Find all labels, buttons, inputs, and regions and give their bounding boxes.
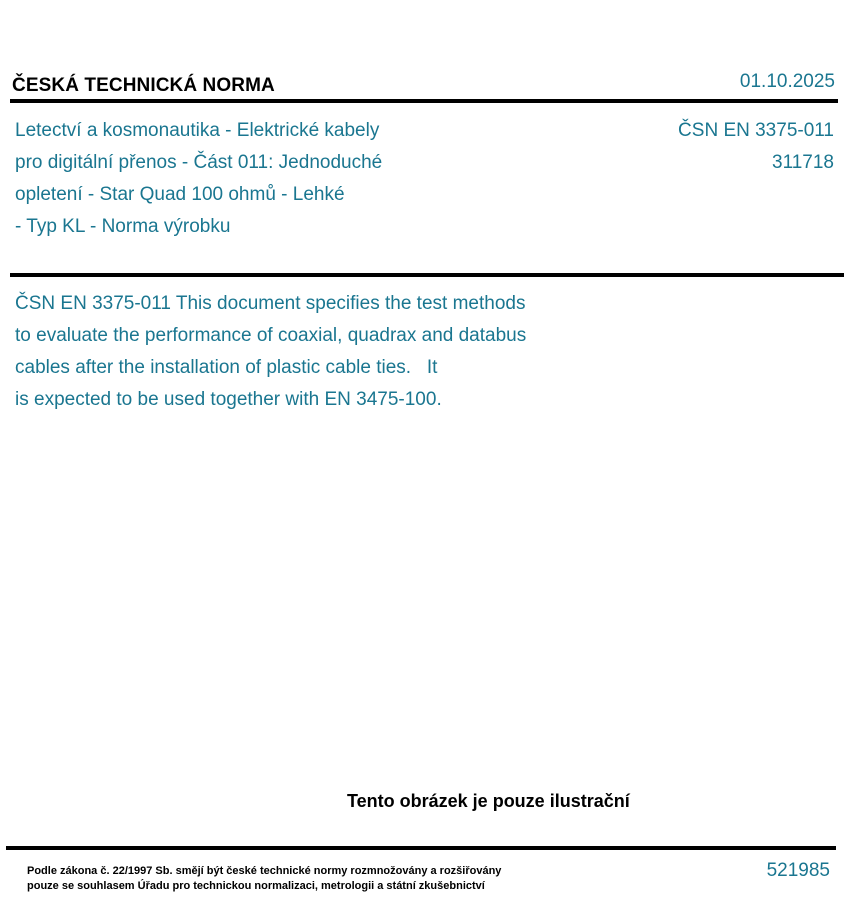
header-date: 01.10.2025 — [739, 71, 835, 92]
standard-title — [15, 115, 382, 243]
standard-title-line: Letectví a kosmonautika - Elektrické kabely — [15, 120, 380, 141]
standard-title-line: - Typ KL - Norma výrobku — [15, 216, 231, 237]
standard-designation: ČSN EN 3375-011 — [678, 120, 834, 141]
abstract-line: is expected to be used together with EN 3475-100. — [15, 389, 442, 410]
document-id: 521985 — [766, 860, 830, 881]
standard-codes — [678, 115, 834, 179]
legal-notice — [27, 864, 501, 894]
standard-class-code: 311718 — [772, 152, 834, 173]
footer-rule — [6, 846, 836, 850]
legal-line: pouze se souhlasem Úřadu pro technickou normalizaci, metrologii a státní zkušebnictví — [27, 880, 485, 892]
abstract-line: ČSN EN 3375-011 This document specifies the test methods — [15, 293, 526, 314]
abstract-line: cables after the installation of plastic cable ties. It — [15, 357, 438, 378]
section-rule — [10, 273, 844, 277]
standard-title-line: opletení - Star Quad 100 ohmů - Lehké — [15, 184, 345, 205]
header-title: ČESKÁ TECHNICKÁ NORMA — [12, 75, 275, 96]
legal-line: Podle zákona č. 22/1997 Sb. smějí být české technické normy rozmnožovány a rozšiřovány — [27, 865, 502, 877]
abstract-line: to evaluate the performance of coaxial, quadrax and databus — [15, 325, 527, 346]
abstract — [15, 288, 526, 416]
standard-title-line: pro digitální přenos - Část 011: Jednoduché — [15, 152, 383, 173]
illustration-notice: Tento obrázek je pouze ilustrační — [347, 791, 630, 811]
header-rule — [10, 99, 838, 103]
